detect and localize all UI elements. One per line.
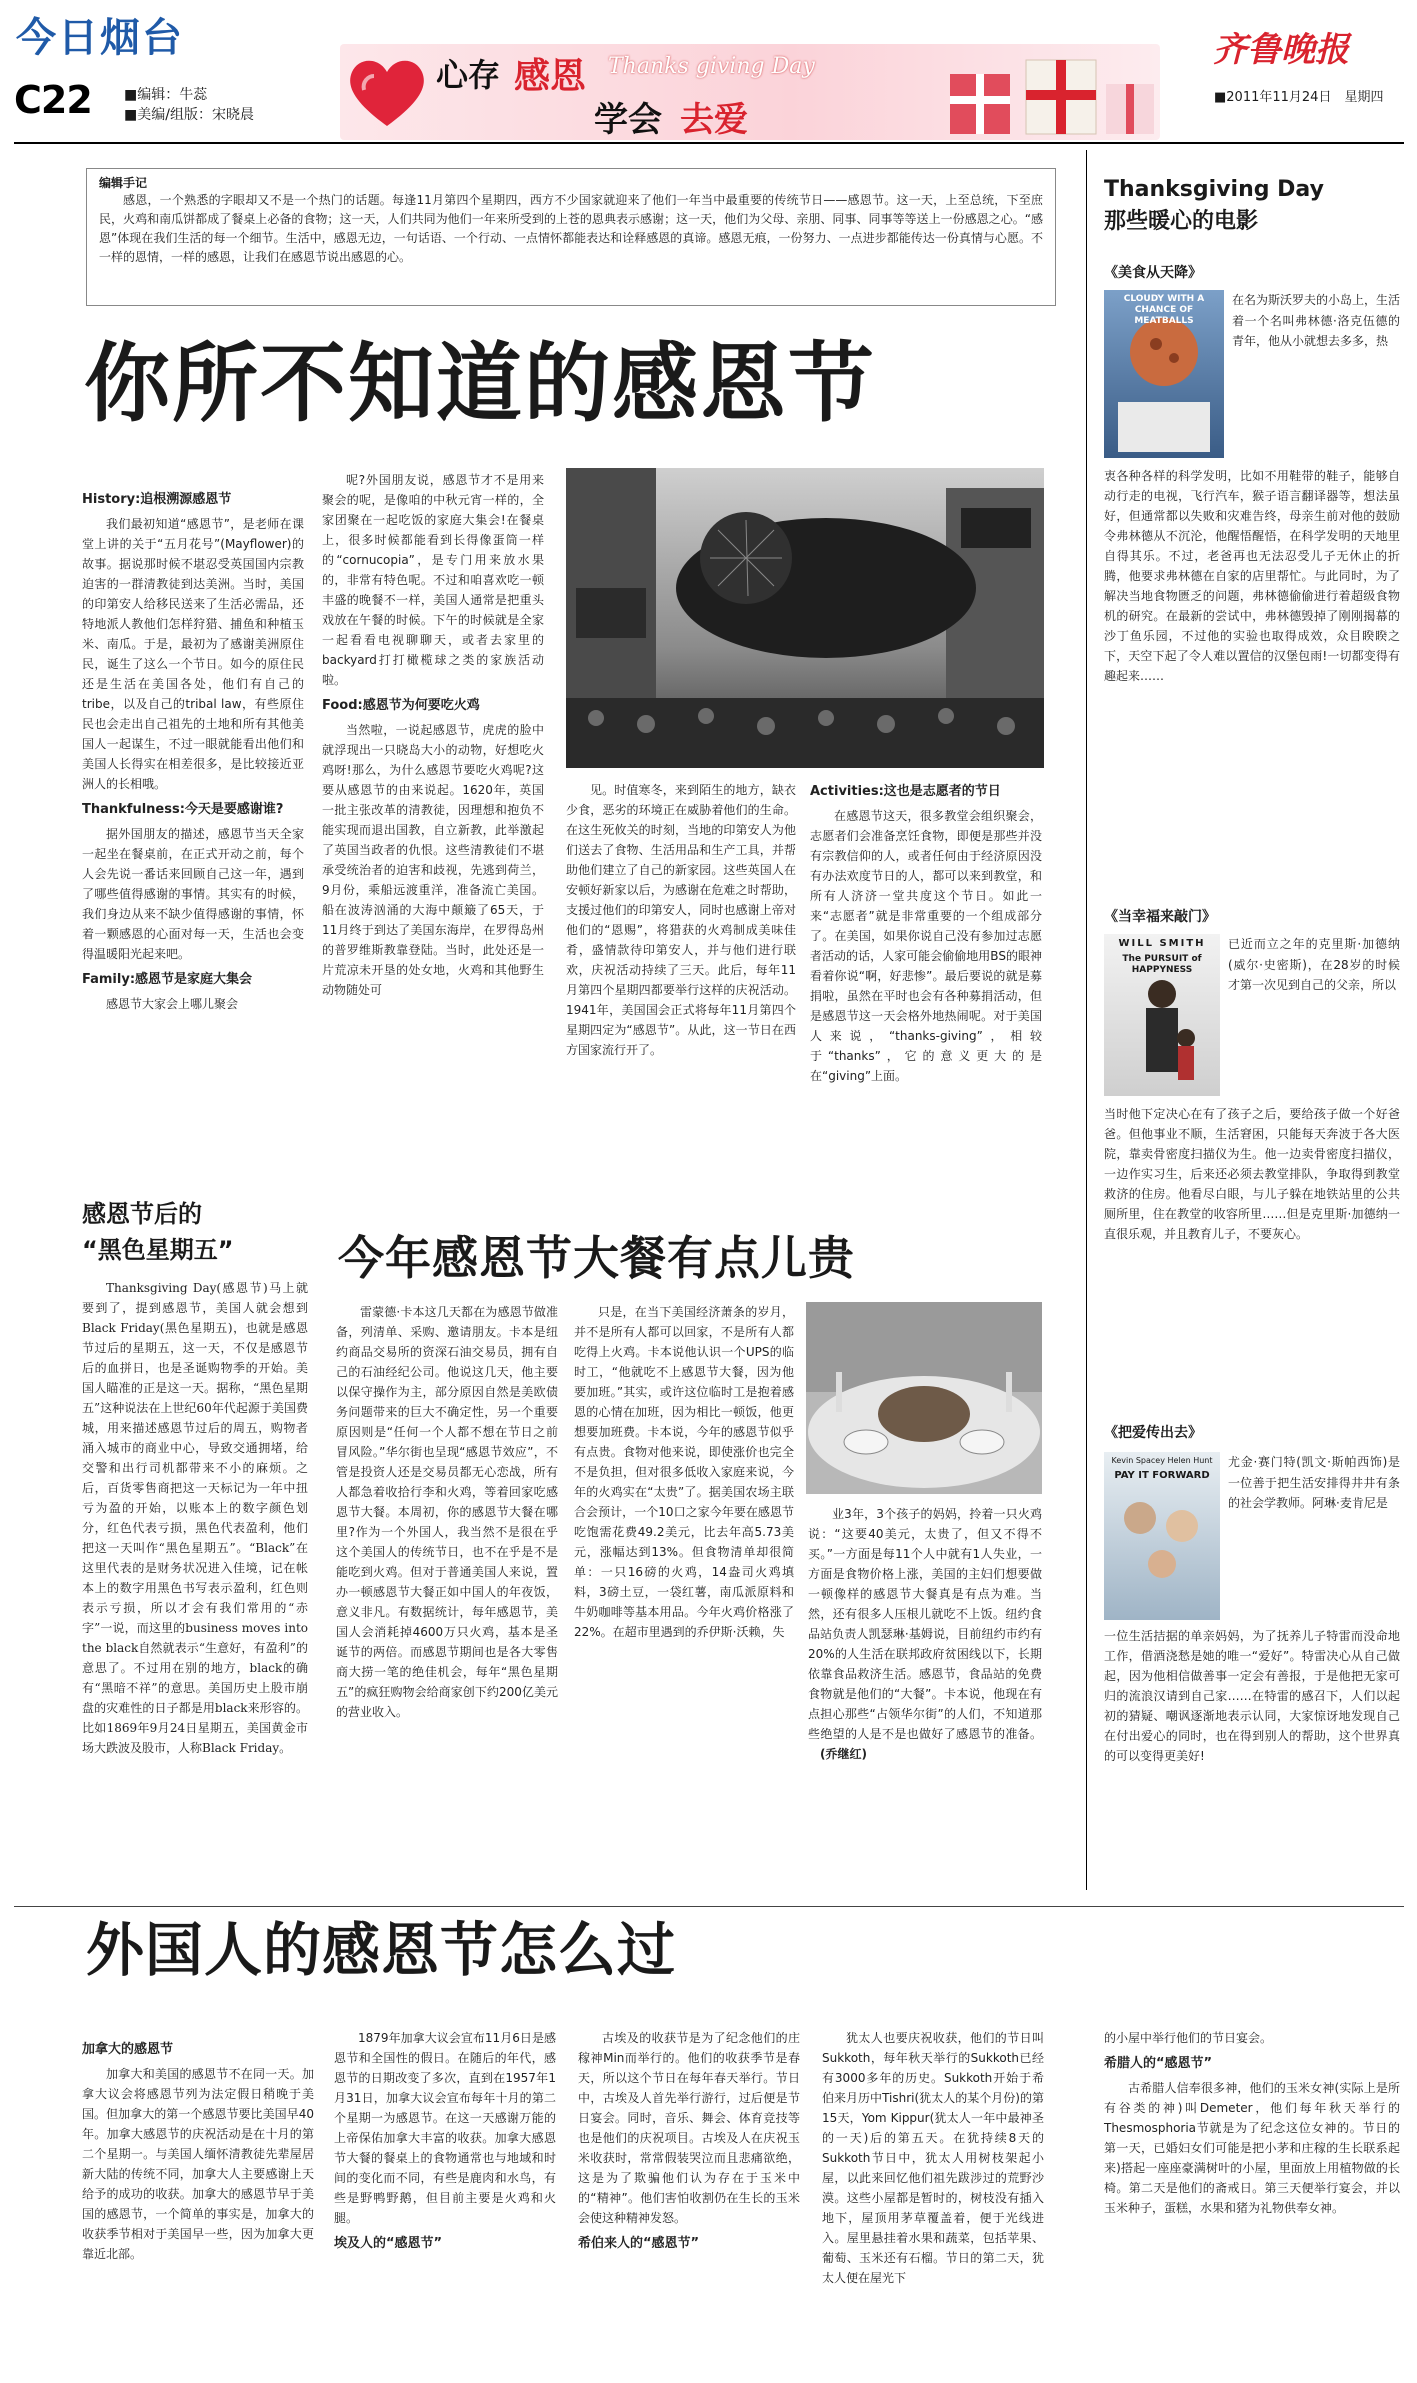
article3-col4 bbox=[822, 2028, 1044, 2368]
article1-col2-text: 呢?外国朋友说，感恩节才不是用来聚会的呢，是像咱的中秋元宵一样的，全家团聚在一起吃饭的家庭大集会!在餐桌上，很多时候都能看到长得像蛋筒一样的“cornucopia”，是专门用来放水果的，非常有特色呢。不过和咱喜欢吃一顿丰盛的晚餐不一样，美国人通常是把重头戏放在午餐的时候。下午的时候就是全家一起看看电视聊聊天，或者去家里的backyard打打橄榄球之类的家族活动啦。 bbox=[322, 473, 544, 687]
banner bbox=[340, 44, 1160, 140]
article1-col1 bbox=[82, 484, 304, 1156]
article2-headline: 今年感恩节大餐有点儿贵 bbox=[338, 1231, 855, 1285]
editor-note-text: 感恩，一个熟悉的字眼却又不是一个热门的话题。每逢11月第四个星期四，西方不少国家就迎来了他们一年当中最重要的传统节日——感恩节。这一天，上至总统，下至庶民，火鸡和南瓜饼都成了餐桌上必备的食物；这一天，人们共同为他们一年来所受到的上苍的恩典表示感谢；这一天，他们为父母、亲朋、同事、同事等等送上一份感恩之心。“感恩”体现在我们生活的每一个细节。生活中，感恩无边，一句话语、一个行动、一点情怀都能表达和诠释感恩的真谛。感恩无痕，一份努力、一点进步都能传达一份真情与心愿。不一样的恩情，一样的感恩，让我们在感恩节说出感恩的心。 bbox=[99, 193, 1043, 264]
movie2-side-text: 已近而立之年的克里斯·加德纳(威尔·史密斯)，在28岁的时候才第一次见到自己的父亲，所以 bbox=[1228, 937, 1400, 993]
article3-col4-text: 犹太人也要庆祝收获，他们的节日叫Sukkoth，每年秋天举行的Sukkoth已经有3000多年的历史。Sukkoth开始于希伯来月历中Tishri(犹太人的某个月份)的第15天，Yom Kippur(犹太人一年中最神圣的一天)后的第五天。在犹持续8天的Sukkoth节日中，犹太人用树枝架起小屋，以此来回忆他们祖先跋涉过的荒野沙漠。这些小屋都是暂时的，树枝没有插入地下，屋顶用茅草覆盖着，便于光线进入。屋里悬挂着水果和蔬菜，包括苹果、葡萄、玉米还有石榴。节日的第二天，犹太人便在屋光下 bbox=[822, 2031, 1044, 2285]
movie3-poster-actors: Kevin Spacey Helen Hunt bbox=[1111, 1456, 1213, 1465]
movie1-title: 《美食从天降》 bbox=[1104, 265, 1202, 281]
movie1-side-text: 在名为斯沃罗夫的小岛上，生活着一个名叫弗林德·洛克伍德的青年，他从小就想去多多，热 bbox=[1232, 293, 1401, 349]
article2-col2-top bbox=[574, 1302, 794, 1639]
black-friday-title-line2: “黑色星期五” bbox=[82, 1236, 234, 1264]
subhead-family: Family:感恩节是家庭大集会 bbox=[82, 972, 253, 987]
article2-col3-text: 业3年，3个孩子的妈妈，拎着一只火鸡说：“这要40美元，太贵了，但又不得不买。”一方面是每11个人中就有1人失业，一方面是食物价格上涨，美国的主妇们想要做一顿像样的感恩节大餐真是有点为难。当然，还有很多人压根儿就吃不上饭。纽约食品站负责人凯瑟琳·基姆说，目前纽约市约有20%的人生活在联邦政府贫困线以下，长期依靠食品救济生活。感恩节，食品站的免费食物就是他们的“大餐”。卡本说，他现在有点担心那些“占领华尔街”的人们，不知道那些绝望的人是不是也做好了感恩节的准备。 bbox=[808, 1507, 1042, 1741]
header-rule bbox=[14, 142, 1404, 144]
article3-col2-text: 1879年加拿大议会宣布11月6日是感恩节和全国性的假日。在随后的年代，感恩节的日期改变了多次，直到在1957年1月31日，加拿大议会宣布每年十月的第二个星期一为感恩节。在这一天感谢万能的上帝保佑加拿大丰富的收获。加拿大感恩节大餐的餐桌上的食物通常也与地域和时间的变化而不同，有些是鹿肉和水鸟，有些是野鸭野鹅，但目前主要是火鸡和火腿。 bbox=[334, 2031, 556, 2225]
masthead-logo: 齐鲁晚报 bbox=[1213, 30, 1349, 70]
article1-col4 bbox=[810, 780, 1042, 1184]
article1-history-text: 我们最初知道“感恩节”，是老师在课堂上讲的关于“五月花号”(Mayflower)的故事。据说那时候不堪忍受英国国内宗教迫害的一群清教徒到达美洲。当时，美国的印第安人给移民送来了生活必需品，还特地派人教他们怎样狩猎、捕鱼和种植玉米、南瓜。于是，最初为了感谢美洲原住民，诞生了这么一个节日。如今的原住民还是生活在美国各处，他们有自己的tribe，以及自己的tribal law，有些原住民也会走出自己祖先的土地和所有其他美国人一起谋生，不过一眼就能看出他们和美国人长得实在相差很多，是比较接近亚洲人的长相哦。 bbox=[82, 517, 304, 791]
divider bbox=[1086, 150, 1087, 1890]
page-number: C22 bbox=[14, 78, 92, 122]
article3-col5 bbox=[1104, 2028, 1400, 2368]
article3-canada-text: 加拿大和美国的感恩节不在同一天。加拿大议会将感恩节列为法定假日稍晚于美国。但加拿大的第一个感恩节要比美国早40年。加拿大感恩节的庆祝活动是在十月的第二个星期一。与美国人缅怀清教徒先辈屋居新大陆的传统不同，加拿大人主要感谢上天给予的成功的收获。加拿大的感恩节早于美国的感恩节，一个简单的事实是，加拿大的收获季节相对于美国早一些，因为加拿大更靠近北部。 bbox=[82, 2067, 314, 2261]
movie2-title: 《当幸福来敲门》 bbox=[1104, 909, 1216, 925]
movies-title-line1: Thanksgiving Day bbox=[1104, 177, 1324, 202]
editor-note-label: 编辑手记 bbox=[99, 176, 148, 190]
article2-col1: 雷蒙德·卡本这几天都在为感恩节做准备，列清单、采购、邀请朋友。卡本是纽约商品交易所的资深石油交易员，拥有自己的石油经纪公司。他说这几天，他主要以保守操作为主，部分原因自然是美欧债务问题带来的巨大不确定性，另一个重要原因则是“任何一个人都不想在节日之前冒风险。”华尔街也呈现“感恩节效应”，不管是投资人还是交易员都无心恋战，所有人都急着收拾行李和火鸡，等着回家吃感恩节大餐。本周初，你的感恩节大餐在哪里?作为一个外国人，我当然不是很在乎这个美国人的传统节日，也不在乎是不是能吃到火鸡。但对于普通美国人来说，置办一顿感恩节大餐正如中国人的年夜饭，意义非凡。有数据统计，每年感恩节，美国人会消耗掉4600万只火鸡，基本是圣诞节的两倍。而感恩节期间也是各大零售商大捞一笔的绝佳机会，每年“黑色星期五”的疯狂购物会给商家创下约200亿美元的营业收入。 bbox=[336, 1305, 558, 1719]
issue-date: ■2011年11月24日 星期四 bbox=[1214, 90, 1384, 105]
banner-word-1: 心存 bbox=[436, 56, 501, 94]
movie3-title: 《把爱传出去》 bbox=[1104, 1425, 1202, 1441]
movie1-poster bbox=[1104, 290, 1224, 458]
movie1-text: 衷各种各样的科学发明，比如不用鞋带的鞋子，能够自动行走的电视，飞行汽车，猴子语言翻译器等，想法虽好，但通常都以失败和灾难告终，母亲生前对他的鼓励令弗林德从不沉沦，他醒悟醒悟，在科学发明的天地里自得其乐。不过，老爸再也无法忍受儿子无休止的折腾，他要求弗林德在自家的店里帮忙。与此同时，为了解决当地食物匮乏的问题，弗林德偷偷进行着超级食物机的研究。在最新的尝试中，弗林德毁掉了刚刚揭幕的沙丁鱼乐园，不过他的实验也取得成效，众目睽睽之下，天空下起了令人难以置信的汉堡包雨!一切都变得有趣起来…… bbox=[1104, 469, 1400, 683]
article1-family-text: 感恩节大家会上哪儿聚会 bbox=[106, 997, 239, 1011]
article3-headline: 外国人的感恩节怎么过 bbox=[86, 1916, 677, 1984]
movies-title-line2: 那些暖心的电影 bbox=[1104, 209, 1259, 234]
main-headline: 你所不知道的感恩节 bbox=[84, 334, 876, 434]
article1-col2 bbox=[322, 470, 544, 1184]
movie2-text: 当时他下定决心在有了孩子之后，要给孩子做一个好爸爸。但他事业不顺，生活窘困，只能每天奔波于各大医院，靠卖骨密度扫描仪为生。他一边卖骨密度扫描仪，一边作实习生，后来还必须去教堂排队，争取得到教堂救济的住房。他看尽白眼，与儿子躲在地铁站里的公共厕所里，住在教堂的收容所里……但是克里斯·加德纳一直很乐观，并且教育儿子，不要灰心。 bbox=[1104, 1107, 1400, 1241]
gift-icon bbox=[930, 44, 1160, 140]
movie3-text: 一位生活拮据的单亲妈妈，为了抚养儿子特雷而没命地工作，借酒浇愁是她的唯一“爱好”。特雷决心从自己做起，因为他相信做善事一定会有善报，于是他把无家可归的流浪汉请到自己家……在特雷的感召下，人们以起初的猜疑、嘲讽逐渐地表示认同，大家惊讶地发现自己在付出爱心的同时，也在得到别人的帮助，这个世界真的可以变得更美好! bbox=[1104, 1629, 1400, 1763]
movies-title bbox=[1104, 174, 1400, 238]
parade-photo bbox=[566, 468, 1044, 768]
banner-english: Thanks giving Day bbox=[608, 54, 815, 79]
article3-col3 bbox=[578, 2028, 800, 2368]
movie3-poster bbox=[1104, 1452, 1220, 1620]
article2-col2-text-a: 只是，在当下美国经济萧条的岁月，并不是所有人都可以回家，不是所有人都吃得上火鸡。卡本说他认识一个UPS的临时工，“他就吃不上感恩节大餐，因为他要加班。”其实，或许这位临时工是抱着感恩的心情在加班，因为相比一顿饭，他更想要加班费。卡本说，今年的感恩节似乎有点贵。食物对他来说，即使涨价也完全不是负担，但对很多低收入家庭来说，今年的火鸡实在“太贵”了。据美国农场主联合会预计，一个10口之家今年要在感恩节吃饱需花费49.2美元，比去年高5.73美元，涨幅达到13%。但食物清单却很简单：一只16磅的火鸡，14盎司火鸡填料，3磅土豆，一袋红薯，南瓜派原料和牛奶咖啡等基本用品。今年火鸡价格涨了22%。在超市里遇到的乔伊斯·沃赖，失 bbox=[574, 1305, 794, 1639]
article3-col2 bbox=[334, 2028, 556, 2368]
banner-word-4: 去爱 bbox=[680, 100, 748, 140]
editor-note-box bbox=[86, 168, 1056, 306]
article1-food-text: 当然啦，一说起感恩节，虎虎的脸中就浮现出一只晓岛大小的动物，好想吃火鸡呀!那么，为什么感恩节要吃火鸡呢?这要从感恩节的由来说起。1620年，英国一批主张改革的清教徒，因理想和抱负不能实现而退出国教，自立新教，此举激起了英国当政者的仇恨。这些清教徒们不堪承受统治者的迫害和歧视，先逃到荷兰，9月份，乘船远渡重洋，准备流亡美国。船在波涛汹涌的大海中颠簸了65天，于11月终于到达了美国东海岸，在罗得岛州的普罗维斯教靠登陆。当时，此处还是一片荒凉未开垦的处女地，火鸡和其他野生动物随处可 bbox=[322, 723, 544, 997]
movie2-poster bbox=[1104, 934, 1220, 1096]
movie2-poster-title: The PURSUIT of HAPPYNESS bbox=[1122, 954, 1202, 975]
editor-credit: ■编辑：牛蕊 bbox=[124, 87, 208, 103]
designer-credit: ■美编/组版：宋晓晨 bbox=[124, 107, 254, 123]
article3-col3-text: 古埃及的收获节是为了纪念他们的庄稼神Min而举行的。他们的收获季节是春天，所以这个节日在每年春天举行。节日中，古埃及人首先举行游行，过后便是节日宴会。同时，音乐、舞会、体育竞技等也是他们的庆祝项目。古埃及人在庆祝玉米收获时，常常假装哭泣而且悲痛欲绝，这是为了欺骗他们认为存在于玉米中的“精神”。他们害怕收割仍在生长的玉米会使这种精神发怒。 bbox=[578, 2031, 800, 2225]
article1-activities-text: 在感恩节这天，很多教堂会组织聚会，志愿者们会准备烹饪食物，即便是那些并没有宗教信仰的人，或者任何由于经济原因没有办法欢度节日的人，都可以来到教堂，和所有人济济一堂共度这个节日。如此一来“志愿者”就是非常重要的一个组成部分了。在美国，如果你说自己没有参加过志愿者活动的话，人家可能会偷偷地用BS的眼神看着你说“啊，好悲惨”。最后要说的就是募捐啦，虽然在平时也会有各种募捐活动，但是感恩节这一天会格外地热闹呢。对于美国人来说，“thanks-giving”，相较于“thanks”，它的意义更大的是在“giving”上面。 bbox=[810, 809, 1042, 1083]
article3-col5-text: 的小屋中举行他们的节日宴会。 bbox=[1104, 2031, 1273, 2045]
subhead-greek: 希腊人的“感恩节” bbox=[1104, 2056, 1213, 2071]
article2-col2 bbox=[574, 1432, 794, 1914]
movie3-poster-title: PAY IT FORWARD bbox=[1114, 1470, 1210, 1481]
black-friday-title-line1: 感恩节后的 bbox=[82, 1200, 202, 1228]
article1-thanks-text: 据外国朋友的描述，感恩节当天全家一起坐在餐桌前，在正式开动之前，每个人会先说一番话来回顾自己这一年，遇到了哪些值得感谢的事情。其实有的时候，我们身边从来不缺少值得感谢的事情，怀着一颗感恩的心面对每一天，生活也会变得温暖阳光起来吧。 bbox=[82, 827, 304, 961]
movie3-side-text: 尤金·赛门特(凯文·斯帕西饰)是一位善于把生活安排得井井有条的社会学教师。阿琳·麦肯尼是 bbox=[1228, 1455, 1400, 1511]
subhead-egypt: 埃及人的“感恩节” bbox=[334, 2236, 443, 2251]
black-friday-title bbox=[82, 1196, 312, 1268]
subhead-canada: 加拿大的感恩节 bbox=[82, 2042, 174, 2057]
movie2-poster-actor: WILL SMITH bbox=[1118, 938, 1206, 949]
article1-col3-text: 见。时值寒冬，来到陌生的地方，缺衣少食，恶劣的环境正在威胁着他们的生命。在这生死攸关的时刻，当地的印第安人为他们送去了食物、生活用品和生产工具，并帮助他们建立了自己的新家园。这些英国人在安顿好新家以后，为感谢在危难之时帮助，支援过他们的印第安人，同时也感谢上帝对他们的“恩赐”，将猎获的火鸡制成美味佳肴，盛情款待印第安人，并与他们进行联欢，庆祝活动持续了三天。此后，每年11月第四个星期四都要举行这样的庆祝活动。1941年，美国国会正式将每年11月第四个星期四定为“感恩节”。从此，这一节日在西方国家流行开了。 bbox=[566, 783, 796, 1057]
black-friday-text: Thanksgiving Day(感恩节)马上就要到了，提到感恩节，美国人就会想到Black Friday(黑色星期五)，也就是感恩节过后的星期五，这一天，不仅是感恩节后的血拼日，也是圣诞购物季的开始。美国人瞄准的正是这一天。据称，“黑色星期五”这种说法在上世纪60年代起源于美国费城，用来描述感恩节过后的周五，购物者涌入城市的商业中心，导致交通拥堵，给交警和出行司机都带来不小的麻烦。之后，百货零售商把这一天标记为一年中扭亏为盈的开始，以账本上的数字颜色划分，红色代表亏损，黑色代表盈利，他们把这一天叫作“黑色星期五”。“Black”在这里代表的是财务状况进入佳境，记在帐本上的数字用黑色书写表示盈利，红色则表示亏损，所以才会有我们常用的“赤字”一说，而这里的business moves into the black自然就表示“生意好，有盈利”的意思了。不过用在别的地方，black的确有“黑暗不祥”的意思。美国历史上股市崩盘的灾难性的日子都是用black来形容的。比如1869年9月24日星期五，美国黄金市场大跌波及股市，人称Black Friday。 bbox=[82, 1281, 308, 1755]
article3-greek-text: 古希腊人信奉很多神，他们的玉米女神(实际上是所有谷类的神)叫Demeter，他们每年秋天举行的Thesmosphoria节就是为了纪念这位女神的。节日的第一天，已婚妇女们可能是把小茅和庄稼的生长联系起来)搭起一座座豪满树叶的小屋，里面放上用植物做的长椅。第二天是他们的斋戒日。第三天便举行宴会，并以玉米种子，蛋糕，水果和猪为礼物供奉女神。 bbox=[1104, 2081, 1400, 2215]
article2-col3 bbox=[808, 1504, 1042, 1916]
subhead-thankfulness: Thankfulness:今天是要感谢谁? bbox=[82, 802, 284, 817]
heart-icon bbox=[344, 52, 430, 132]
banner-word-3: 学会 bbox=[594, 100, 662, 140]
subhead-activities: Activities:这也是志愿者的节日 bbox=[810, 784, 1001, 799]
subhead-hebrew: 希伯来人的“感恩节” bbox=[578, 2236, 700, 2251]
article2-byline: (乔继红) bbox=[820, 1747, 867, 1761]
section-title: 今日烟台 bbox=[16, 15, 184, 61]
banner-word-2: 感恩 bbox=[514, 56, 587, 97]
article3-col1 bbox=[82, 2028, 314, 2368]
subhead-history: History:追根溯源感恩节 bbox=[82, 492, 232, 507]
article1-col3 bbox=[566, 780, 796, 1184]
article3-rule bbox=[14, 1906, 1404, 1907]
subhead-food: Food:感恩节为何要吃火鸡 bbox=[322, 698, 480, 713]
movie1-poster-title: CLOUDY WITH A CHANCE OF MEATBALLS bbox=[1123, 294, 1205, 326]
dinner-photo bbox=[806, 1302, 1042, 1494]
